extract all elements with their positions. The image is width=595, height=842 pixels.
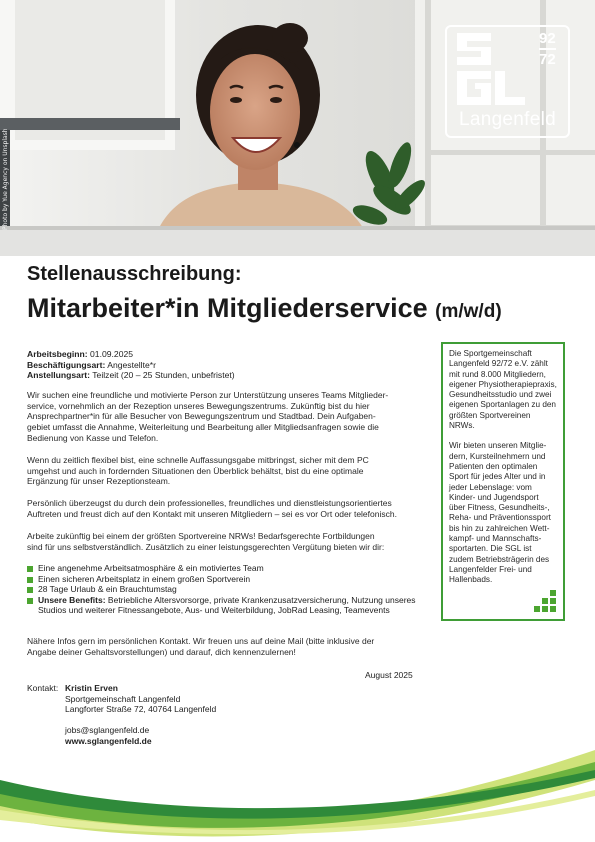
list-item	[27, 574, 417, 585]
benefit-label: Unsere Benefits:	[38, 594, 106, 605]
benefits-list	[27, 563, 417, 616]
green-squares-icon	[534, 590, 556, 612]
contact-org: Sportgemeinschaft Langenfeld	[65, 693, 181, 704]
posting-date: August 2025	[365, 670, 413, 680]
meta-value: Angestellte*r	[107, 359, 156, 370]
contact-email-link[interactable]: jobs@sglangenfeld.de	[65, 725, 150, 736]
benefit-text: Eine angenehme Arbeitsatmosphäre & ein motiviertes Team	[38, 563, 264, 573]
job-title-main: Mitarbeiter*in Mitgliederservice	[27, 293, 428, 323]
meta-value: 01.09.2025	[90, 349, 134, 359]
club-info-paragraph: Wir bieten unseren Mitglie-dern, Kursteilnehmern und Patienten den optimalen Sport für jedes Alter und in jeder Lebenslage: vom Kinder- und Jugendsport über Fitness, Gesundheits-, Reha- und Präventionssport bis hin zu zahlreichen Wett-kampf- und Mannschafts-sportarten. Die SGL ist zudem Betriebsträgerin des Langenfelder Frei- und Hallenbads.	[449, 441, 551, 585]
sgl-logo	[445, 25, 570, 138]
meta-label: Beschäftigungsart:	[27, 359, 106, 370]
benefit-text: Einen sicheren Arbeitsplatz in einem großen Sportverein	[38, 573, 251, 584]
logo-year	[539, 30, 556, 68]
list-item	[27, 584, 417, 595]
sgl-letters-mark	[455, 31, 525, 109]
hero-photo	[0, 0, 595, 256]
paragraph-closing: Nähere Infos gern im persönlichen Kontakt. Wir freuen uns auf deine Mail (bitte inklusive der Angabe deiner Gehaltsvorstellungen) und darauf, dich kennenzulernen!	[27, 636, 375, 657]
contact-name: Kristin Erven	[65, 683, 118, 693]
meta-label: Arbeitsbeginn:	[27, 349, 88, 359]
paragraph-offer: Arbeite zukünftig bei einem der größten Sportvereine NRWs! Bedarfsgerechte Fortbildungen sind für uns selbstverständlich. Zusätzlich zu einer leistungsgerechten Vergütung bieten wir dir:	[27, 531, 385, 552]
club-info-box	[441, 342, 565, 621]
job-title-gender: (m/w/d)	[435, 301, 502, 322]
contact-address: Langforter Straße 72, 40764 Langenfeld	[65, 704, 217, 715]
paragraph-profile: Wenn du zeitlich flexibel bist, eine schnelle Auffassungsgabe mitbringst, sicher mit dem PC umgehst und auch in fordernden Situationen den Überblick behältst, bist du eine optimale Ergänzung für unser Rezeptionsteam.	[27, 455, 369, 487]
benefit-text: 28 Tage Urlaub & ein Brauchtumstag	[38, 584, 177, 594]
meta-row-start	[27, 349, 235, 360]
job-meta	[27, 349, 235, 381]
meta-label: Anstellungsart:	[27, 370, 91, 380]
heading-kicker: Stellenausschreibung:	[27, 263, 242, 285]
logo-year-divider	[539, 48, 556, 50]
green-swoosh-decoration	[0, 740, 595, 842]
contact-spacer	[65, 715, 216, 725]
job-title	[27, 293, 502, 324]
meta-row-employment	[27, 370, 235, 381]
list-item	[27, 563, 417, 574]
logo-year-top: 92	[539, 30, 556, 47]
contact-label: Kontakt:	[27, 683, 59, 693]
meta-row-type	[27, 360, 235, 371]
logo-city: Langenfeld	[458, 109, 557, 130]
contact-block	[65, 683, 216, 747]
paragraph-intro: Wir suchen eine freundliche und motivierte Person zur Unterstützung unseres Teams Mitglieder- service, vornehmlich an der Rezeption unseres Bewegungszentrums. Zukünftig bist du hier Ansprechpartner*in für alle Besucher von Bewegungszentrum und Stadtbad. Dein Aufgaben- gebiet umfasst die Annahme, Weiterleitung und Bearbeitung aller Mitgliedsanfragen sowie die Bedienung von Kasse und Telefon.	[27, 390, 389, 443]
paragraph-personality: Persönlich überzeugst du durch dein professionelles, freundliches und dienstleistungsorientiertes Auftreten und freust dich auf den Kontakt mit unseren Mitgliedern – sei es vor Ort oder telefonisch.	[27, 498, 397, 519]
photo-credit: Photo by Yue Agency on Unsplash	[2, 128, 9, 230]
logo-year-bottom: 72	[539, 51, 556, 68]
club-info-paragraph: Die Sportgemeinschaft Langenfeld 92/72 e.V. zählt mit rund 8.000 Mitgliedern, eigener Physiotherapiepraxis, Gesundheitsstudio und zwei eigenen Sportanlagen zu den größten Sportvereinen NRWs.	[449, 349, 557, 431]
meta-value: Teilzeit (20 – 25 Stunden, unbefristet)	[92, 370, 235, 380]
contact-web-link[interactable]: www.sglangenfeld.de	[65, 735, 152, 746]
benefit-text: Betriebliche Altersvorsorge, private Krankenzusatzversicherung, Nutzung unseres Studios und weiterer Fitnessangebote, Aus- und Weiterbildung, JobRad Leasing, Teamevents	[38, 594, 416, 615]
list-item	[27, 595, 417, 616]
